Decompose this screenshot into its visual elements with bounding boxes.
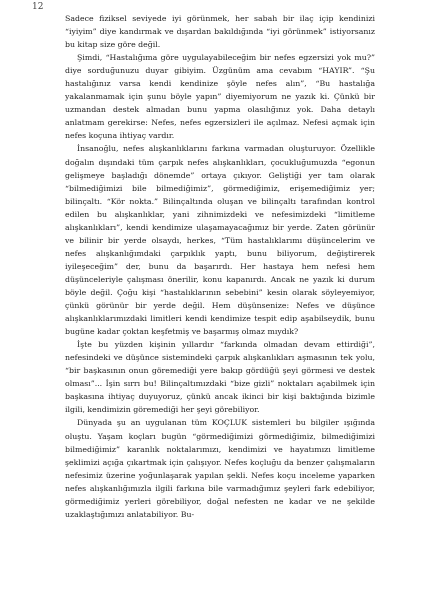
paragraph: İnsanoğlu, nefes alışkanlıklarını farkına varmadan oluşturuyor. Özellikle doğalın dışındaki tüm çarpık nefes alışkanlıkları, çocukluğumuzda “egonun gelişmeye başladığı dönemde” ortaya çıkıyor. Geliştiği yer tam olarak “bilmediğimizi bile bilmediğimiz”, görmediğimiz, erişemediğimiz yer; bilinçaltı. “Kör nokta.” Bilinçaltında oluşan ve bilinçaltı tarafından kontrol edilen bu alışkanlıklar, yani zihnimizdeki ve nefesimizdeki “limitleme alışkanlıkları”, kendi kendimize ulaşamayacağımız bir yerde. Zaten görünür ve bilinir bir yerde olsaydı, herkes, “Tüm hastalıklarımı düşüncelerim ve nefes alışkanlığımdaki çarpıklık yaptı, bunu biliyorum, değiştirerek iyileşeceğim” der, bunu da başarırdı. Her hastaya hem nefesi hem düşünceleriyle çalışması önerilir, konu kapanırdı. Ancak ne yazık ki durum böyle değil. Çoğu kişi “hastalıklarının sebebini” kesin olarak söyleyemiyor, çünkü görünür bir yerde değil. Hem düşünsenize: Nefes ve düşünce alışkanlıklarımızdaki limitleri kendi kendimize tespit edip aşabilseydik, bunu bugüne kadar çoktan keşfetmiş ve başarmış olmaz mıydık? [65, 144, 375, 337]
page-number: 12 [32, 2, 44, 12]
paragraph: Şimdi, “Hastalığıma göre uygulayabileceğim bir nefes egzersizi yok mu?” diye sorduğunuzu duyar gibiyim. Üzgünüm ama cevabım “HAYIR”. “Şu hastalığınız varsa kendi kendinize şöyle nefes alın”, “Bu hastalığa yakalanmamak için şunu böyle yapın” diyemiyorum ne yazık ki. Çünkü bir uzmandan destek almadan bunu yapma olasılığınız yok. Daha detaylı anlatmam gerekirse: Nefes, nefes egzersizleri ile açılmaz. Nefesi açmak için nefes koçuna ihtiyaç vardır. [65, 53, 375, 141]
paragraph: İşte bu yüzden kişinin yıllardır “farkında olmadan devam ettirdiği”, nefesindeki ve düşünce sistemindeki çarpık alışkanlıkları aşmasının tek yolu, “bir başkasının onun göremediği yere bakıp gördüğü şeyi görmesi ve destek olması”... İşin sırrı bu! Bilinçaltımızdaki “bize gizli” noktaları açabilmek için başkasına ihtiyaç duyuyoruz, çünkü ancak ikinci bir kişi baktığında bizimle ilgili, kendimizin göremediği her şeyi görebiliyor. [65, 340, 375, 415]
paragraph: Dünyada şu an uygulanan tüm KOÇLUK sistemleri bu bilgiler ışığında oluştu. Yaşam koçları bugün “görmediğimizi görmediğimiz, bilmediğimizi bilmediğimiz” karanlık noktalarımızı, kendimizi ve hayatımızı limitleme şeklimizi açığa çıkartmak için çalışıyor. Nefes koçluğu da benzer çalışmaların nefesimiz üzerine yoğunlaşarak yapılan şekli. Nefes koçu inceleme yaparken nefes alışkanlığımızla ilgili farkına bile varmadığımız şeyleri fark edebiliyor, görmediğimiz yerleri görebiliyor, doğal nefesten ne kadar ve ne şekilde uzaklaştığımızı anlatabiliyor. Bu- [65, 418, 375, 519]
paragraph: Sadece fiziksel seviyede iyi görünmek, her sabah bir ilaç içip kendinizi “iyiyim” diye kandırmak ve dışardan bakıldığında “iyi görünmek” istiyorsanız bu kitap size göre değil. [65, 14, 375, 50]
body-text [65, 12, 375, 521]
